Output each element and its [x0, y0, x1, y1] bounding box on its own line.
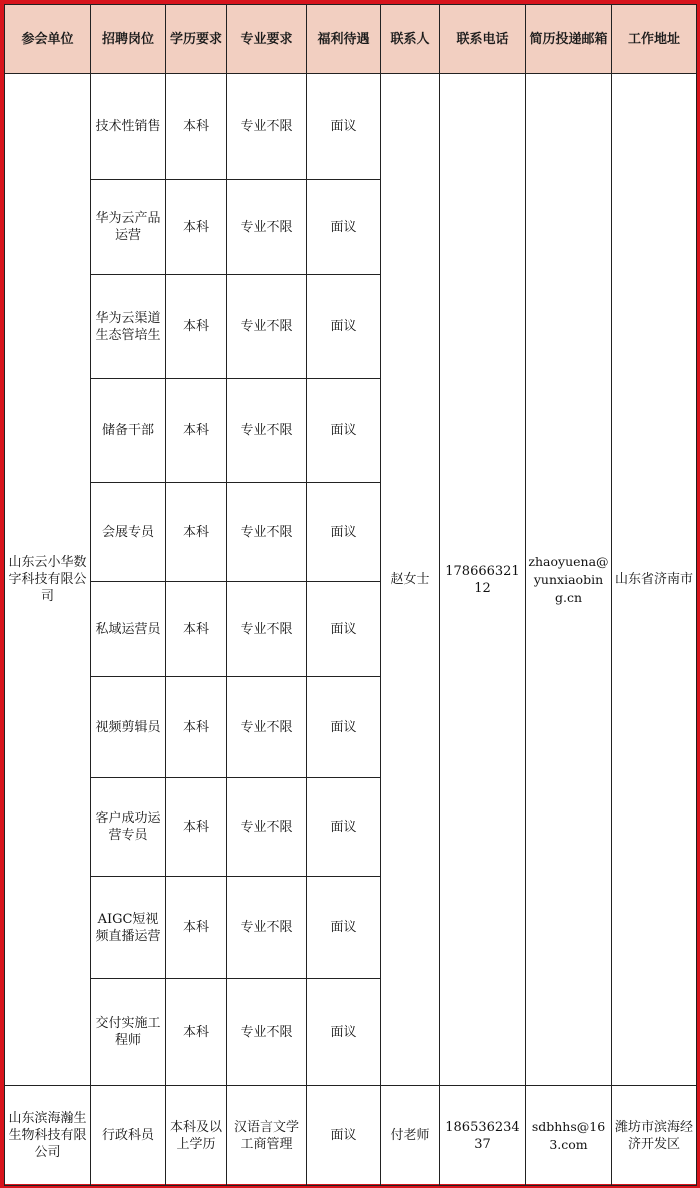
work-address-cell: 潍坊市滨海经济开发区 — [612, 1086, 697, 1186]
header-company: 参会单位 — [5, 5, 91, 74]
benefits-cell: 面议 — [307, 1086, 381, 1186]
major-cell: 汉语言文学工商管理 — [227, 1086, 307, 1186]
education-cell: 本科及以上学历 — [166, 1086, 227, 1186]
recruitment-table — [4, 4, 697, 1186]
table-body — [5, 74, 697, 1186]
benefits-cell: 面议 — [307, 877, 381, 979]
company-name-cell: 山东滨海瀚生生物科技有限公司 — [5, 1086, 91, 1186]
work-address-cell: 山东省济南市 — [612, 74, 697, 1086]
position-title-cell: 私域运营员 — [91, 582, 166, 677]
education-cell: 本科 — [166, 979, 227, 1086]
major-cell: 专业不限 — [227, 379, 307, 483]
major-cell: 专业不限 — [227, 582, 307, 677]
major-cell: 专业不限 — [227, 778, 307, 877]
major-cell: 专业不限 — [227, 180, 307, 275]
table-header — [5, 5, 697, 74]
position-title-cell: 客户成功运营专员 — [91, 778, 166, 877]
header-row — [5, 5, 697, 74]
position-title-cell: 技术性销售 — [91, 74, 166, 180]
position-title-cell: 交付实施工程师 — [91, 979, 166, 1086]
header-major: 专业要求 — [227, 5, 307, 74]
header-benefits: 福利待遇 — [307, 5, 381, 74]
position-title-cell: AIGC短视频直播运营 — [91, 877, 166, 979]
education-cell: 本科 — [166, 877, 227, 979]
benefits-cell: 面议 — [307, 74, 381, 180]
resume-email-cell: sdbhhs@163.com — [526, 1086, 612, 1186]
education-cell: 本科 — [166, 379, 227, 483]
education-cell: 本科 — [166, 582, 227, 677]
benefits-cell: 面议 — [307, 778, 381, 877]
contact-person-cell: 付老师 — [381, 1086, 440, 1186]
position-title-cell: 视频剪辑员 — [91, 677, 166, 778]
education-cell: 本科 — [166, 74, 227, 180]
major-cell: 专业不限 — [227, 483, 307, 582]
contact-person-cell: 赵女士 — [381, 74, 440, 1086]
resume-email-cell: zhaoyuena@yunxiaobing.cn — [526, 74, 612, 1086]
position-title-cell: 华为云产品运营 — [91, 180, 166, 275]
benefits-cell: 面议 — [307, 275, 381, 379]
major-cell: 专业不限 — [227, 275, 307, 379]
benefits-cell: 面议 — [307, 483, 381, 582]
position-title-cell: 华为云渠道生态管培生 — [91, 275, 166, 379]
header-position: 招聘岗位 — [91, 5, 166, 74]
position-title-cell: 会展专员 — [91, 483, 166, 582]
header-address: 工作地址 — [612, 5, 697, 74]
company-name-cell: 山东云小华数字科技有限公司 — [5, 74, 91, 1086]
benefits-cell: 面议 — [307, 979, 381, 1086]
position-title-cell: 行政科员 — [91, 1086, 166, 1186]
benefits-cell: 面议 — [307, 582, 381, 677]
education-cell: 本科 — [166, 677, 227, 778]
table-row — [5, 1086, 697, 1186]
table-row — [5, 74, 697, 180]
major-cell: 专业不限 — [227, 877, 307, 979]
contact-phone-cell: 18653623437 — [440, 1086, 526, 1186]
education-cell: 本科 — [166, 180, 227, 275]
major-cell: 专业不限 — [227, 979, 307, 1086]
education-cell: 本科 — [166, 483, 227, 582]
benefits-cell: 面议 — [307, 180, 381, 275]
header-phone: 联系电话 — [440, 5, 526, 74]
position-title-cell: 储备干部 — [91, 379, 166, 483]
education-cell: 本科 — [166, 778, 227, 877]
benefits-cell: 面议 — [307, 379, 381, 483]
benefits-cell: 面议 — [307, 677, 381, 778]
education-cell: 本科 — [166, 275, 227, 379]
major-cell: 专业不限 — [227, 677, 307, 778]
contact-phone-cell: 17866632112 — [440, 74, 526, 1086]
header-email: 简历投递邮箱 — [526, 5, 612, 74]
major-cell: 专业不限 — [227, 74, 307, 180]
header-contact: 联系人 — [381, 5, 440, 74]
header-education: 学历要求 — [166, 5, 227, 74]
